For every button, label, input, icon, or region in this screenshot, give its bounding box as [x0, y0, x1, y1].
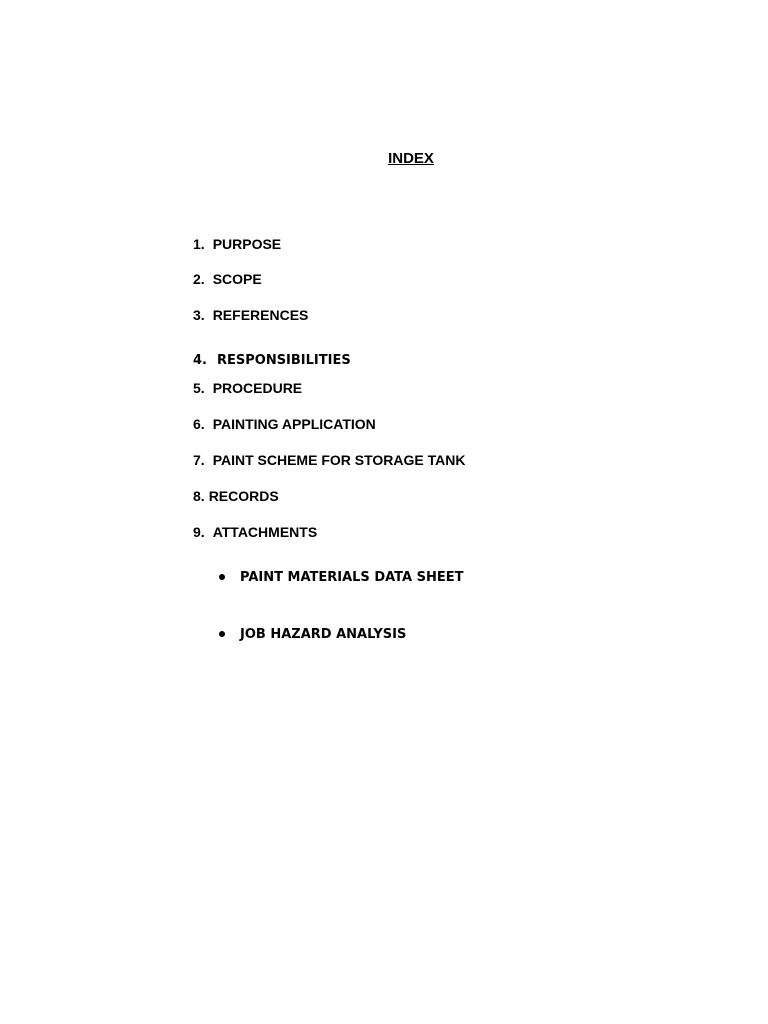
index-item-number: 8. [193, 488, 205, 504]
index-item-number: 6. [193, 416, 205, 432]
index-item-label: RECORDS [208, 488, 279, 504]
index-item-number: 9. [193, 524, 205, 540]
index-item-number: 5. [193, 380, 205, 396]
index-item-label: PROCEDURE [212, 380, 303, 396]
attachment-item-label: PAINT MATERIALS DATA SHEET [240, 570, 464, 585]
index-item-number: 1. [193, 236, 205, 252]
index-item-number: 3. [193, 307, 205, 323]
attachment-item-label: JOB HAZARD ANALYSIS [240, 627, 407, 642]
attachment-item-paint-materials [219, 569, 463, 587]
attachment-item-job-hazard [219, 626, 406, 644]
index-item-procedure [193, 379, 302, 397]
index-item-scope [193, 270, 262, 288]
index-item-paint-scheme [193, 451, 465, 469]
index-item-label: ATTACHMENTS [212, 524, 318, 540]
index-item-painting-application [193, 415, 376, 433]
index-item-number: 4. [193, 353, 207, 368]
index-item-number: 7. [193, 452, 205, 468]
index-item-references [193, 306, 308, 324]
bullet-icon [219, 631, 225, 637]
page-title: INDEX [388, 150, 434, 167]
index-item-records [193, 487, 279, 505]
index-item-purpose [193, 235, 281, 253]
index-item-label: PURPOSE [212, 236, 282, 252]
index-item-label: SCOPE [212, 271, 262, 287]
index-item-label: REFERENCES [212, 307, 309, 323]
index-item-label: RESPONSIBILITIES [216, 353, 351, 368]
bullet-icon [219, 574, 225, 580]
index-item-label: PAINTING APPLICATION [212, 416, 376, 432]
index-item-number: 2. [193, 271, 205, 287]
index-item-attachments [193, 523, 317, 541]
index-item-label: PAINT SCHEME FOR STORAGE TANK [212, 452, 466, 468]
index-item-responsibilities [193, 352, 351, 370]
